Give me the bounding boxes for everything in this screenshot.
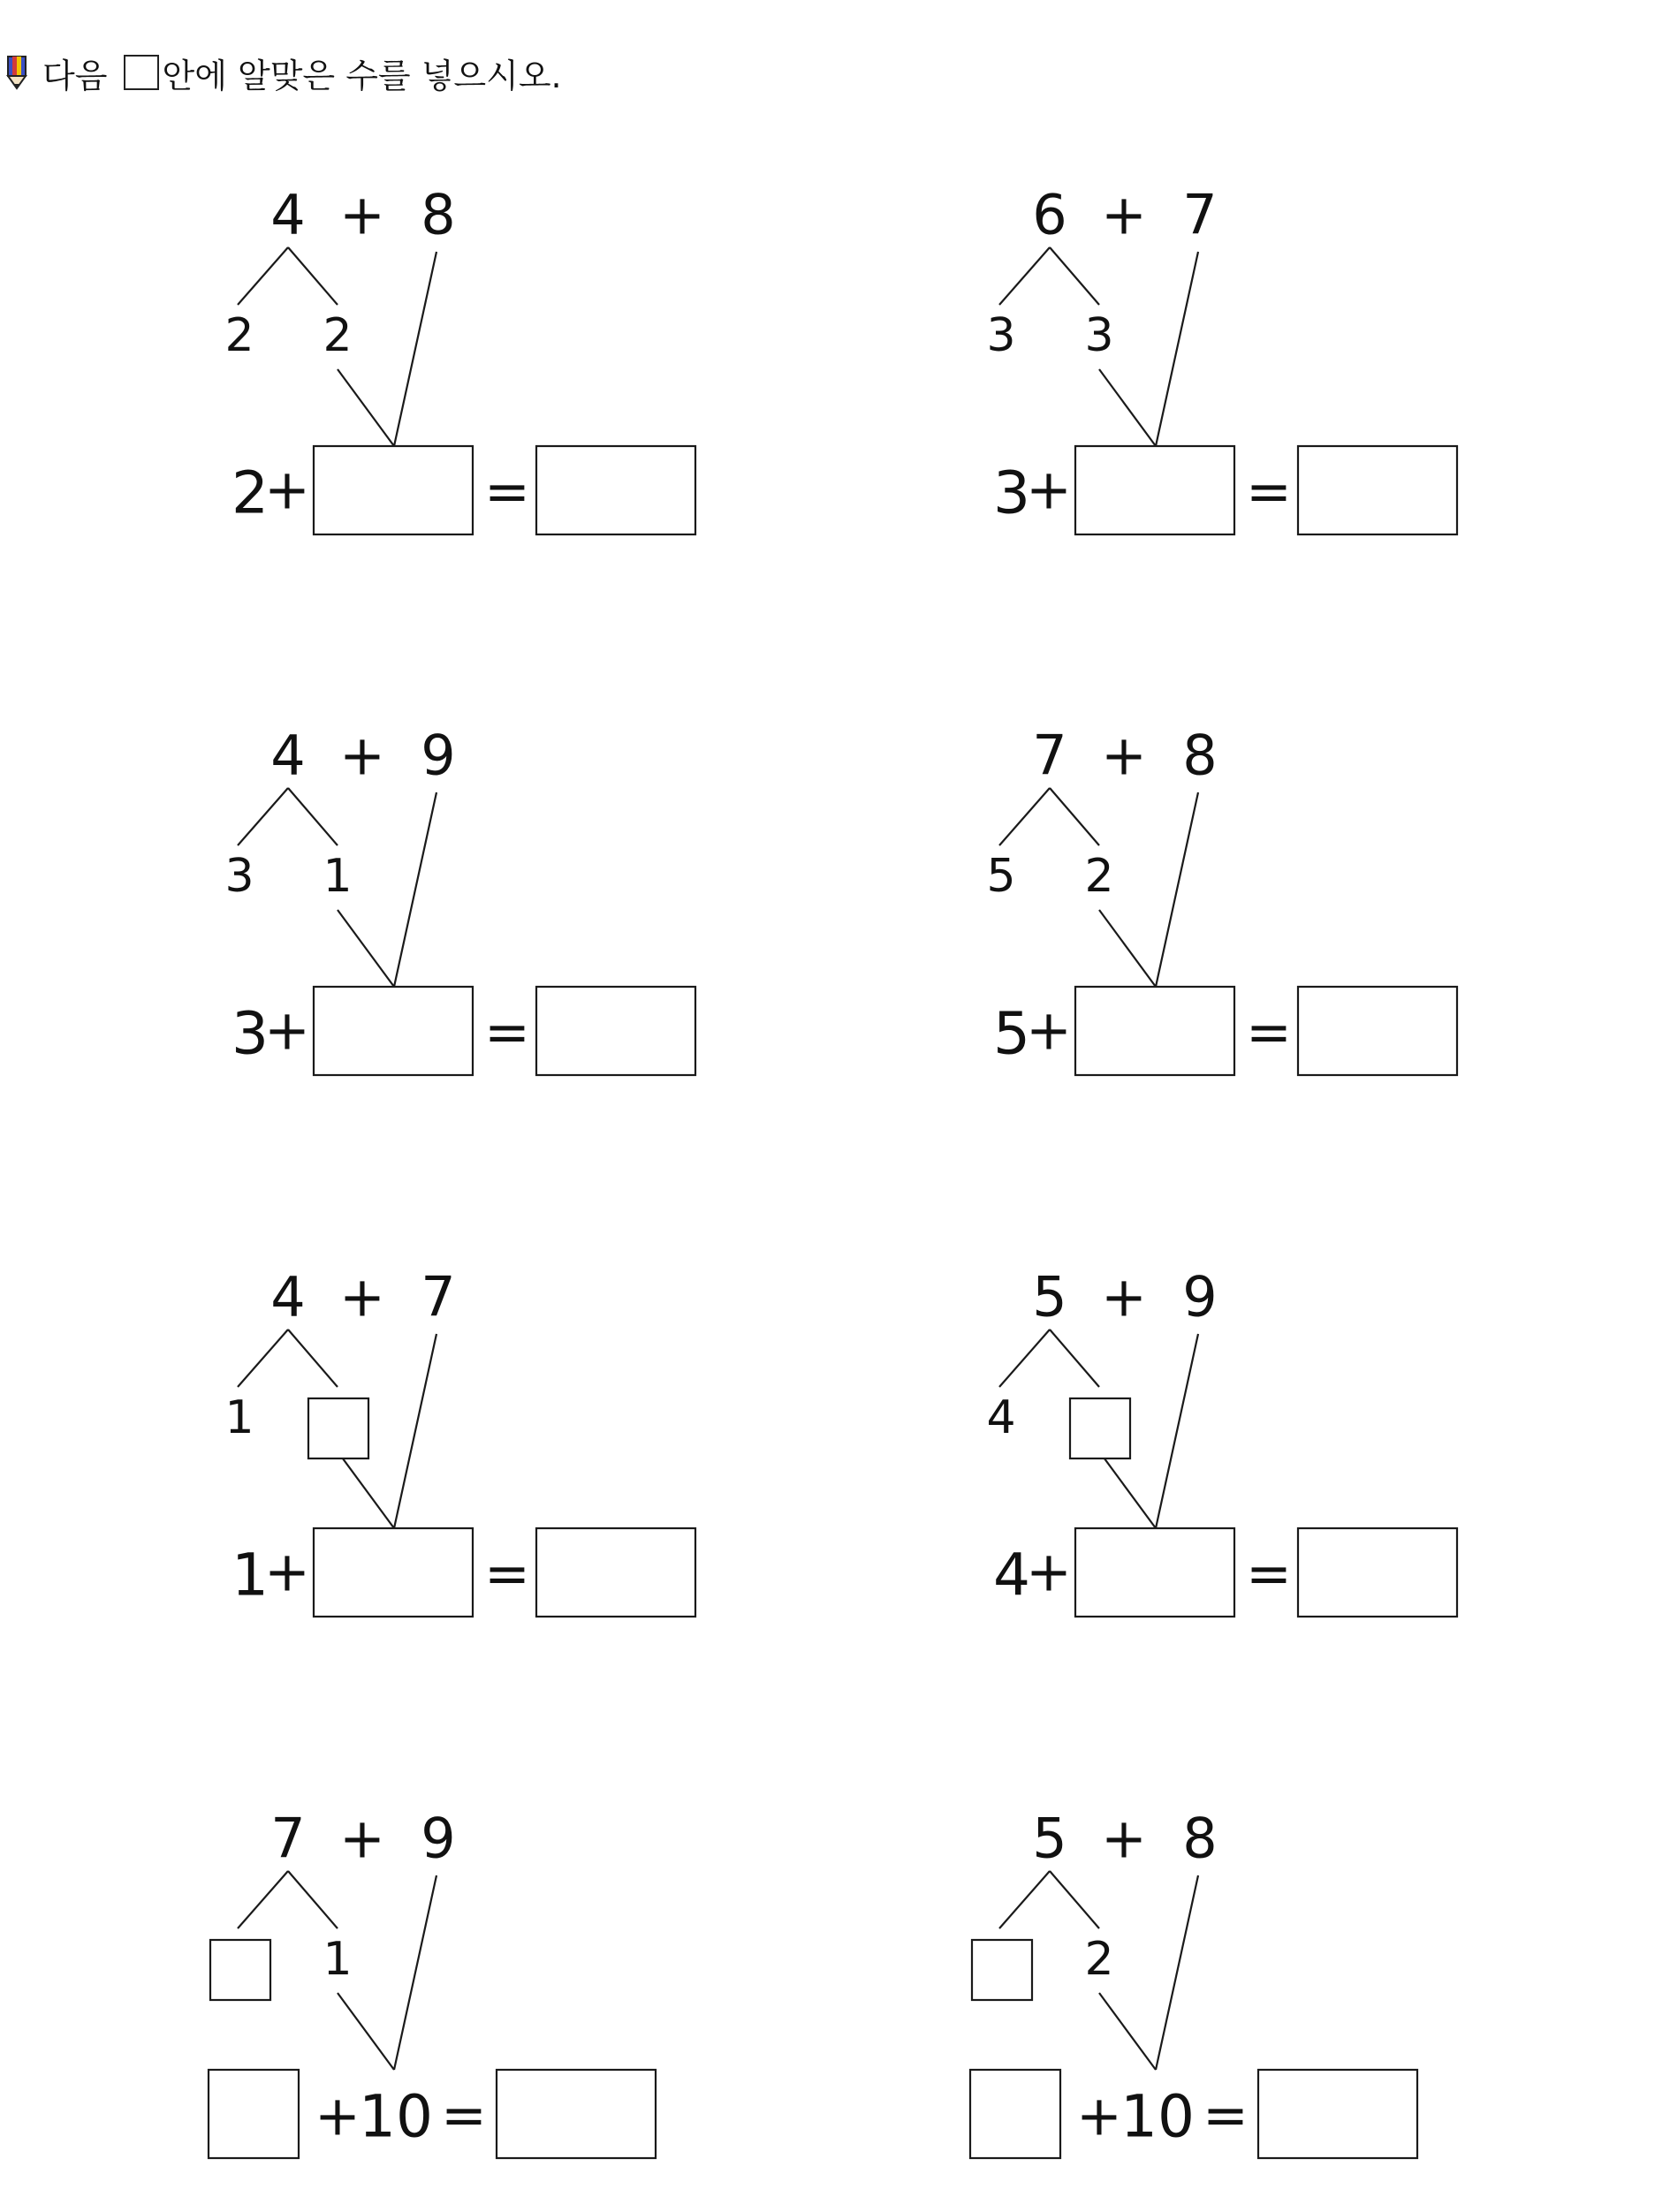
equation-plus-sign: + [264,1539,310,1604]
equation-plus-sign: + [1026,457,1072,522]
answer-box-middle[interactable] [314,1528,473,1617]
answer-box-middle[interactable] [1075,446,1234,534]
join-line-right [394,252,436,446]
addend-b: 7 [1182,182,1218,247]
plus-sign: + [339,182,385,247]
problem-7 [209,1807,656,2159]
addend-a: 4 [270,182,306,247]
addend-b: 9 [421,723,456,788]
split-right-number: 2 [323,309,353,362]
split-line-left [238,788,288,845]
equation-first-number: 3 [993,458,1030,527]
join-line-left [1099,1451,1156,1528]
split-right-box[interactable] [1070,1398,1130,1458]
addend-b: 8 [1182,1806,1218,1871]
equation-first-number: 2 [232,458,269,527]
answer-box-result[interactable] [536,1528,695,1617]
split-line-left [238,1871,288,1928]
equation-plus-sign: + [1026,1539,1072,1604]
split-line-right [288,247,338,305]
join-line-left [338,910,394,987]
instruction-text-start: 다음 [42,56,108,95]
equation-plus-sign: + [1076,2083,1122,2148]
split-left-number: 2 [224,309,254,362]
addend-a: 7 [1032,723,1067,788]
answer-box-result[interactable] [536,987,695,1075]
addend-b: 8 [421,182,456,247]
equation-plus-sign: + [315,2083,361,2148]
equation-first-number: 3 [232,999,269,1068]
answer-box-first[interactable] [209,2070,299,2158]
join-line-right [394,1334,436,1528]
equals-sign: = [1203,2082,1249,2148]
equals-sign: = [1246,458,1292,524]
equals-sign: = [484,1541,530,1606]
split-left-number: 3 [224,850,254,903]
answer-box-middle[interactable] [314,446,473,534]
answer-box-result[interactable] [1258,2070,1417,2158]
split-line-left [238,247,288,305]
join-line-left [1099,910,1156,987]
equation-first-number: 5 [993,999,1030,1068]
split-left-number: 4 [986,1391,1016,1444]
plus-sign: + [339,1806,385,1871]
split-line-right [288,788,338,845]
split-line-left [999,788,1050,845]
join-line-right [1156,1334,1198,1528]
equation-plus-sign: + [264,997,310,1063]
join-line-right [1156,792,1198,987]
addend-b: 7 [421,1264,456,1329]
addend-a: 7 [270,1806,306,1871]
instruction-text-end: 안에 알맞은 수를 넣으시오. [162,56,562,95]
join-line-right [394,1875,436,2070]
answer-box-result[interactable] [1298,1528,1457,1617]
join-line-left [1099,1993,1156,2070]
join-line-right [394,792,436,987]
problem-6 [986,1265,1457,1617]
split-line-right [1050,247,1099,305]
addend-a: 6 [1032,182,1067,247]
answer-box-result[interactable] [536,446,695,534]
problem-2 [986,183,1457,535]
addend-a: 5 [1032,1806,1067,1871]
answer-box-middle[interactable] [1075,1528,1234,1617]
equation-ten: 10 [359,2082,433,2151]
problem-5 [224,1265,695,1617]
split-line-right [288,1329,338,1387]
split-right-number: 2 [1084,1933,1114,1986]
equation-first-number: 1 [232,1541,269,1610]
join-line-left [338,1993,394,2070]
addend-a: 4 [270,723,306,788]
addend-a: 4 [270,1264,306,1329]
answer-box-middle[interactable] [314,987,473,1075]
split-left-number: 1 [224,1391,254,1444]
split-right-number: 1 [323,850,353,903]
split-line-right [288,1871,338,1928]
equals-sign: = [1246,1541,1292,1606]
join-line-right [1156,252,1198,446]
addend-b: 9 [421,1806,456,1871]
split-left-number: 3 [986,309,1016,362]
answer-box-first[interactable] [970,2070,1060,2158]
plus-sign: + [339,723,385,788]
join-line-left [338,1451,394,1528]
plus-sign: + [339,1264,385,1329]
problem-4 [986,723,1457,1076]
equals-sign: = [484,999,530,1064]
split-right-number: 2 [1084,850,1114,903]
split-left-box[interactable] [210,1940,270,2000]
plus-sign: + [1101,1264,1147,1329]
problem-8 [970,1807,1417,2159]
plus-sign: + [1101,1806,1147,1871]
answer-box-middle[interactable] [1075,987,1234,1075]
join-line-left [1099,369,1156,446]
equation-first-number: 4 [993,1541,1030,1610]
problem-3 [224,723,695,1076]
addend-b: 8 [1182,723,1218,788]
equals-sign: = [484,458,530,524]
equals-sign: = [441,2082,487,2148]
split-left-box[interactable] [972,1940,1032,2000]
split-line-right [1050,1329,1099,1387]
answer-box-result[interactable] [1298,446,1457,534]
split-right-number: 3 [1084,309,1114,362]
equation-ten: 10 [1120,2082,1195,2151]
equals-sign: = [1246,999,1292,1064]
split-line-left [238,1329,288,1387]
equation-plus-sign: + [1026,997,1072,1063]
split-line-left [999,1871,1050,1928]
split-line-left [999,247,1050,305]
split-line-right [1050,1871,1099,1928]
join-line-right [1156,1875,1198,2070]
addend-b: 9 [1182,1264,1218,1329]
split-line-right [1050,788,1099,845]
split-line-left [999,1329,1050,1387]
plus-sign: + [1101,723,1147,788]
problem-1 [224,183,695,535]
join-line-left [338,369,394,446]
answer-box-result[interactable] [497,2070,656,2158]
split-right-number: 1 [323,1933,353,1986]
split-left-number: 5 [986,850,1016,903]
plus-sign: + [1101,182,1147,247]
equation-plus-sign: + [264,457,310,522]
split-right-box[interactable] [308,1398,368,1458]
answer-box-result[interactable] [1298,987,1457,1075]
addend-a: 5 [1032,1264,1067,1329]
